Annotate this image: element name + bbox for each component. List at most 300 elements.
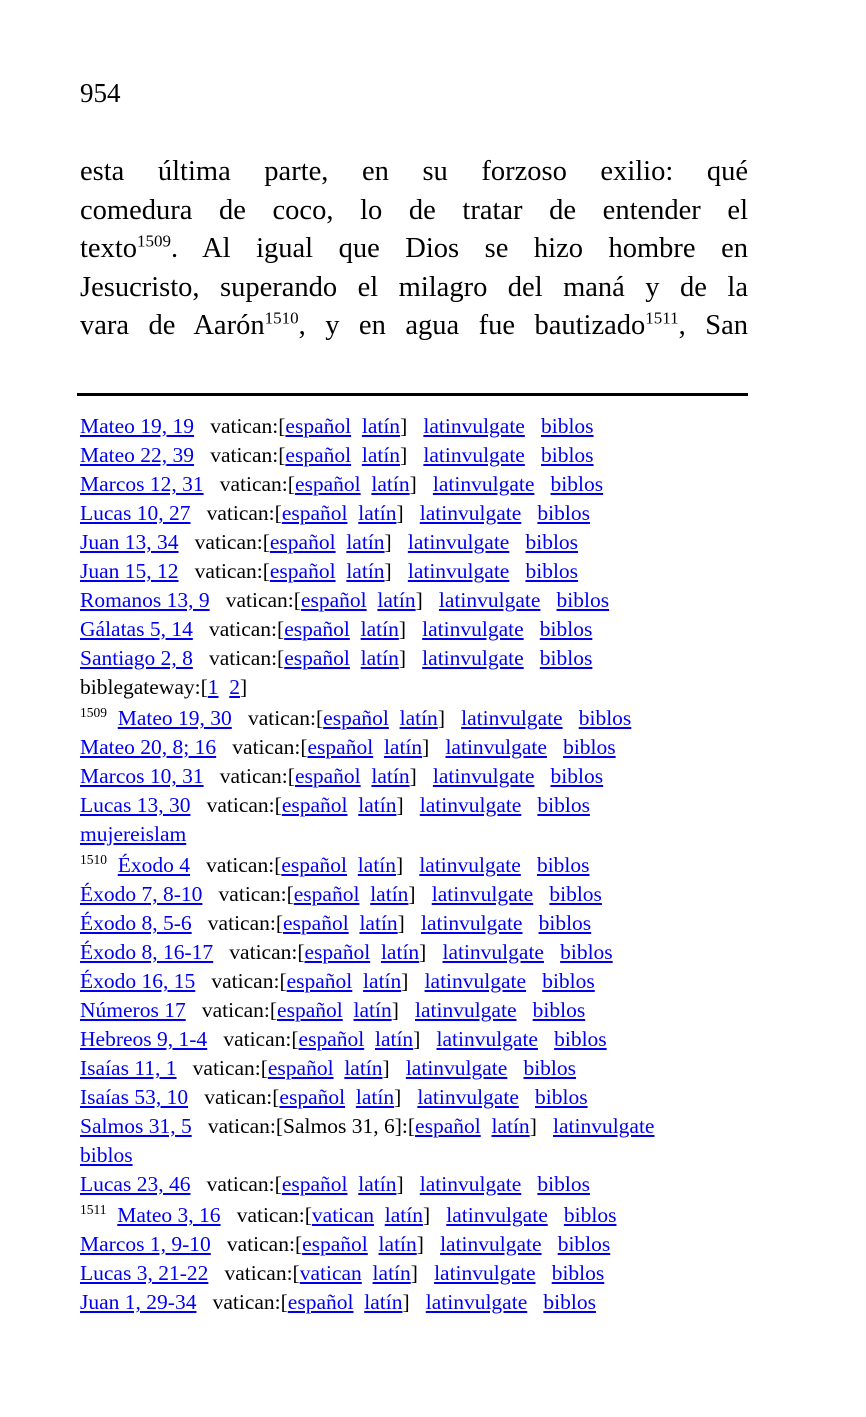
footnote-link[interactable]: biblos: [563, 1203, 617, 1227]
footnote-text: ]: [410, 1261, 435, 1285]
footnote-link[interactable]: latinvulgate: [417, 1085, 519, 1109]
footnote-text: vatican:[: [192, 646, 285, 670]
footnote-link[interactable]: Juan 1, 29-34: [80, 1290, 197, 1314]
footnote-text: [525, 414, 541, 438]
footnote-link[interactable]: latín: [358, 1172, 397, 1196]
footnote-link[interactable]: biblos: [536, 853, 590, 877]
footnote-link[interactable]: latín: [384, 1203, 423, 1227]
footnote-link[interactable]: latinvulgate: [422, 646, 524, 670]
footnote-text: [349, 911, 360, 935]
footnote-text: vatican:[: [208, 1261, 300, 1285]
footnote-line: [80, 791, 860, 820]
footnote-link[interactable]: latinvulgate: [419, 853, 521, 877]
footnote-text: [517, 998, 533, 1022]
footnote-link[interactable]: biblos: [537, 501, 590, 525]
footnote-text: [373, 735, 384, 759]
footnote-text: [374, 1203, 385, 1227]
footnote-text: [361, 472, 372, 496]
footnote-link[interactable]: latín: [346, 559, 385, 583]
footnote-text: ]: [409, 472, 433, 496]
footnote-text: ]: [396, 853, 420, 877]
footnote-link[interactable]: español: [294, 764, 361, 788]
footnote-link[interactable]: latinvulgate: [407, 559, 510, 583]
footnote-line: [80, 851, 860, 880]
footnote-link[interactable]: latinvulgate: [424, 969, 527, 993]
footnote-text: [107, 706, 118, 730]
footnote-link[interactable]: Mateo 19, 19: [80, 414, 195, 438]
footnote-link[interactable]: latinvulgate: [445, 735, 547, 759]
footnote-text: vatican:[: [190, 793, 282, 817]
footnote-text: [527, 1290, 543, 1314]
footnote-text: ]: [529, 1114, 553, 1138]
footnote-link[interactable]: Éxodo 7, 8-10: [80, 882, 203, 906]
footnote-line: [80, 528, 860, 557]
footnote-text: vatican:[: [194, 414, 286, 438]
footnote-text: ]: [382, 1056, 406, 1080]
footnote-line: [80, 673, 860, 702]
footnote-text: [481, 1114, 492, 1138]
footnote-text: [359, 882, 370, 906]
footnote-text: ]: [396, 501, 420, 525]
footnote-text: vatican:[: [188, 1085, 280, 1109]
footnote-link[interactable]: biblos: [80, 1143, 133, 1167]
footnote-superscript-marker: 1509: [80, 704, 107, 720]
footnote-link[interactable]: Lucas 13, 30: [80, 793, 191, 817]
footnote-link[interactable]: biblos: [543, 1290, 596, 1314]
footnote-text: [353, 1290, 364, 1314]
footnote-link[interactable]: biblos: [578, 706, 632, 730]
footnote-link[interactable]: latín: [361, 443, 401, 467]
footnote-text: ]: [416, 1232, 441, 1256]
footnote-link[interactable]: español: [287, 1290, 354, 1314]
footnote-line: [80, 909, 860, 938]
footnote-text: [536, 1261, 552, 1285]
footnote-link[interactable]: latinvulgate: [440, 1232, 542, 1256]
footnote-link[interactable]: español: [269, 530, 336, 554]
footnote-link[interactable]: español: [293, 882, 360, 906]
footnote-link[interactable]: español: [281, 793, 348, 817]
footnote-text: [563, 706, 579, 730]
footnote-link[interactable]: latinvulgate: [405, 1056, 508, 1080]
footnote-line: [80, 1288, 860, 1317]
footnote-link[interactable]: vatican: [299, 1261, 362, 1285]
footnote-text: [524, 646, 540, 670]
footnote-link[interactable]: español: [269, 559, 336, 583]
footnote-text: [367, 588, 378, 612]
footnote-text: [519, 1085, 535, 1109]
footnote-link[interactable]: latinvulgate: [552, 1114, 655, 1138]
footnote-link[interactable]: latín: [364, 1290, 403, 1314]
footnote-link[interactable]: latín: [491, 1114, 530, 1138]
footnote-text: ]: [422, 735, 446, 759]
footnote-text: vatican:[: [203, 764, 295, 788]
footnote-link[interactable]: español: [298, 1027, 365, 1051]
footnote-text: [350, 646, 361, 670]
footnote-text: ]: [394, 1085, 418, 1109]
footnote-link[interactable]: latinvulgate: [436, 1027, 538, 1051]
body-text: . Al igual que Dios se hizo hombre en: [171, 233, 748, 264]
footnote-link[interactable]: latín: [355, 1085, 395, 1109]
footnote-link[interactable]: latín: [346, 530, 385, 554]
footnote-text: [351, 443, 362, 467]
footnote-text: [524, 617, 540, 641]
footnote-link[interactable]: biblos: [542, 969, 595, 993]
footnote-link[interactable]: español: [286, 969, 353, 993]
footnote-link[interactable]: biblos: [535, 1085, 588, 1109]
body-superscript-marker: 1509: [137, 231, 171, 251]
footnote-line: [80, 1025, 860, 1054]
footnote-link[interactable]: latín: [357, 853, 397, 877]
footnote-line: [80, 1230, 860, 1259]
footnote-link[interactable]: Mateo 3, 16: [117, 1203, 221, 1227]
footnote-link[interactable]: latín: [363, 969, 402, 993]
footnote-text: [389, 706, 400, 730]
footnote-link[interactable]: latinvulgate: [446, 1203, 548, 1227]
body-text: esta última parte, en su forzoso exilio: qué: [80, 156, 748, 187]
footnote-text: [334, 1056, 345, 1080]
footnote-link[interactable]: 2: [229, 675, 241, 699]
footnote-text: vatican:[: [216, 735, 308, 759]
footnote-link[interactable]: biblos: [551, 1261, 605, 1285]
footnote-link[interactable]: español: [415, 1114, 481, 1138]
footnote-line: [80, 938, 860, 967]
footnote-line: [80, 733, 860, 762]
footnote-line: [80, 1141, 860, 1170]
footnote-link[interactable]: Éxodo 4: [117, 853, 191, 877]
footnote-link[interactable]: latinvulgate: [423, 414, 525, 438]
footnote-link[interactable]: Gálatas 5, 14: [80, 617, 193, 641]
footnote-text: vatican:[: [176, 1056, 268, 1080]
footnotes-block: [80, 412, 860, 1317]
footnote-text: vatican:[: [178, 559, 270, 583]
footnote-text: ]: [401, 969, 425, 993]
footnote-link[interactable]: biblos: [540, 443, 594, 467]
footnote-link[interactable]: latinvulgate: [419, 1172, 522, 1196]
footnote-link[interactable]: latinvulgate: [432, 472, 535, 496]
body-text: Jesucristo, superando el milagro del maná y de la: [80, 271, 748, 303]
footnote-text: [368, 1232, 379, 1256]
footnote-text: [348, 793, 359, 817]
footnote-link[interactable]: mujereislam: [80, 822, 187, 846]
footnote-link[interactable]: biblos: [537, 1172, 590, 1196]
footnote-link[interactable]: latinvulgate: [442, 940, 544, 964]
body-line: [80, 153, 748, 192]
footnote-text: [351, 414, 362, 438]
footnote-link[interactable]: latín: [383, 735, 423, 759]
footnote-text: ]: [437, 706, 462, 730]
footnote-link[interactable]: español: [281, 501, 348, 525]
footnote-text: [534, 472, 550, 496]
footnote-text: vatican:[: [185, 998, 278, 1022]
footnote-text: ]: [384, 559, 408, 583]
footnote-link[interactable]: biblos: [557, 1232, 611, 1256]
footnote-link[interactable]: latinvulgate: [415, 998, 517, 1022]
footnote-text: [343, 998, 354, 1022]
footnote-text: [538, 1027, 554, 1051]
footnote-link[interactable]: biblos: [556, 588, 610, 612]
footnote-link[interactable]: latinvulgate: [438, 588, 541, 612]
footnote-line: [80, 996, 860, 1025]
footnote-line: [80, 557, 860, 586]
footnote-link[interactable]: español: [281, 1172, 348, 1196]
footnote-link[interactable]: latinvulgate: [420, 911, 523, 935]
footnote-line: [80, 1054, 860, 1083]
footnote-link[interactable]: biblos: [563, 735, 616, 759]
footnote-link[interactable]: Santiago 2, 8: [80, 646, 193, 670]
footnote-link[interactable]: español: [323, 706, 389, 730]
footnote-text: [347, 853, 358, 877]
footnote-link[interactable]: Mateo 22, 39: [80, 443, 195, 467]
footnote-link[interactable]: español: [307, 735, 374, 759]
footnote-link[interactable]: latín: [353, 998, 392, 1022]
footnote-link[interactable]: latín: [380, 940, 420, 964]
footnote-link[interactable]: latín: [370, 882, 409, 906]
footnote-text: [548, 1203, 564, 1227]
footnote-text: ]: [398, 646, 423, 670]
footnote-text: ]: [419, 940, 443, 964]
footnote-link[interactable]: biblos: [523, 1056, 577, 1080]
footnote-text: vatican:[: [196, 1290, 288, 1314]
body-text: vara de Aarón: [80, 310, 265, 341]
footnote-line: [80, 1083, 860, 1112]
footnote-text: vatican:[: [178, 530, 270, 554]
footnote-link[interactable]: latinvulgate: [419, 793, 522, 817]
footnote-text: [345, 1085, 356, 1109]
footnote-text: vatican:[: [209, 588, 301, 612]
footnote-separator-rule: [77, 393, 748, 396]
footnote-link[interactable]: Éxodo 16, 15: [80, 969, 196, 993]
footnote-link[interactable]: biblos: [525, 559, 579, 583]
footnote-link[interactable]: biblos: [538, 911, 592, 935]
footnote-text: vatican:[: [192, 617, 285, 641]
footnote-link[interactable]: latín: [371, 764, 410, 788]
footnote-link[interactable]: latinvulgate: [432, 764, 535, 788]
footnote-text: biblegateway:[: [80, 675, 208, 699]
body-line: [80, 269, 748, 308]
footnote-text: [533, 882, 549, 906]
footnote-text: [542, 1232, 558, 1256]
footnote-link[interactable]: Números 17: [80, 998, 186, 1022]
footnote-superscript-marker: 1511: [80, 1201, 107, 1217]
footnote-text: [509, 530, 525, 554]
footnote-link[interactable]: 1: [207, 675, 219, 699]
footnote-text: ]: [413, 1027, 437, 1051]
footnote-text: vatican:[: [202, 882, 294, 906]
footnote-text: ]: [400, 414, 424, 438]
footnote-line: [80, 880, 860, 909]
footnote-link[interactable]: español: [284, 646, 350, 670]
footnote-link[interactable]: biblos: [560, 940, 613, 964]
footnote-text: [370, 940, 381, 964]
footnote-text: [534, 764, 550, 788]
footnote-link[interactable]: Lucas 10, 27: [80, 501, 191, 525]
footnote-link[interactable]: español: [302, 1232, 368, 1256]
footnote-text: [107, 1203, 118, 1227]
footnote-link[interactable]: latín: [360, 617, 399, 641]
footnote-link[interactable]: biblos: [540, 414, 594, 438]
page-number: 954: [80, 78, 121, 108]
footnote-text: vatican:[: [203, 472, 295, 496]
footnote-text: vatican:[: [190, 853, 282, 877]
footnote-link[interactable]: latinvulgate: [419, 501, 522, 525]
footnote-link[interactable]: latinvulgate: [423, 443, 525, 467]
footnote-link[interactable]: biblos: [550, 764, 604, 788]
footnote-link[interactable]: latinvulgate: [431, 882, 534, 906]
body-text: texto: [80, 233, 137, 264]
footnote-link[interactable]: latín: [378, 1232, 417, 1256]
footnote-text: ]: [240, 675, 248, 699]
footnote-line: [80, 644, 860, 673]
footnote-link[interactable]: latín: [360, 646, 399, 670]
footnote-text: [348, 1172, 359, 1196]
footnote-link[interactable]: Marcos 1, 9-10: [80, 1232, 211, 1256]
footnote-text: [540, 588, 556, 612]
footnote-line: [80, 1112, 860, 1141]
footnote-text: [547, 735, 563, 759]
footnote-text: [107, 853, 118, 877]
footnote-link[interactable]: Éxodo 8, 16-17: [80, 940, 214, 964]
footnote-link[interactable]: español: [285, 414, 352, 438]
footnote-text: [525, 443, 541, 467]
footnote-link[interactable]: español: [267, 1056, 334, 1080]
body-line: [80, 230, 748, 269]
footnote-text: vatican:[: [194, 443, 286, 467]
footnote-line: [80, 586, 860, 615]
footnote-link[interactable]: latinvulgate: [434, 1261, 536, 1285]
footnote-link[interactable]: latinvulgate: [407, 530, 510, 554]
body-text: , y en agua fue bautizado: [298, 310, 646, 341]
footnote-link[interactable]: español: [281, 853, 348, 877]
footnote-link[interactable]: Lucas 23, 46: [80, 1172, 191, 1196]
footnote-link[interactable]: español: [284, 617, 350, 641]
body-superscript-marker: 1511: [645, 308, 679, 328]
footnote-text: [348, 501, 359, 525]
footnote-text: [521, 501, 537, 525]
footnote-link[interactable]: Juan 15, 12: [80, 559, 179, 583]
footnote-link[interactable]: Marcos 10, 31: [80, 764, 204, 788]
footnote-text: [350, 617, 361, 641]
footnote-link[interactable]: español: [277, 998, 343, 1022]
footnote-text: [544, 940, 560, 964]
footnote-link[interactable]: Mateo 19, 30: [117, 706, 232, 730]
footnote-link[interactable]: latín: [344, 1056, 383, 1080]
footnote-link[interactable]: Juan 13, 34: [80, 530, 179, 554]
footnote-text: [507, 1056, 523, 1080]
footnote-text: vatican:[: [207, 1027, 299, 1051]
footnote-link[interactable]: biblos: [549, 882, 602, 906]
body-paragraph: [80, 153, 748, 346]
footnote-link[interactable]: latinvulgate: [422, 617, 524, 641]
footnote-text: vatican:[: [195, 969, 287, 993]
footnote-text: [509, 559, 525, 583]
footnote-link[interactable]: español: [279, 1085, 346, 1109]
footnote-link[interactable]: latín: [372, 1261, 411, 1285]
footnote-text: vatican:[: [210, 1232, 303, 1256]
footnote-link[interactable]: biblos: [554, 1027, 607, 1051]
footnote-link[interactable]: Lucas 3, 21-22: [80, 1261, 209, 1285]
footnote-text: vatican:[: [190, 1172, 282, 1196]
footnote-link[interactable]: latín: [399, 706, 438, 730]
footnote-link[interactable]: Hebreos 9, 1-4: [80, 1027, 208, 1051]
footnote-link[interactable]: español: [283, 911, 349, 935]
footnote-text: [219, 675, 230, 699]
body-superscript-marker: 1510: [264, 308, 299, 328]
footnote-link[interactable]: español: [294, 472, 361, 496]
footnote-link[interactable]: latín: [377, 588, 416, 612]
footnote-text: vatican:[Salmos 31, 6]:[: [191, 1114, 416, 1138]
footnote-link[interactable]: latinvulgate: [425, 1290, 528, 1314]
footnote-link[interactable]: Isaías 53, 10: [80, 1085, 189, 1109]
footnote-link[interactable]: biblos: [550, 472, 604, 496]
footnote-text: [521, 853, 537, 877]
footnote-link[interactable]: Isaías 11, 1: [80, 1056, 177, 1080]
footnote-link[interactable]: biblos: [539, 617, 593, 641]
footnote-text: [364, 1027, 375, 1051]
footnote-link[interactable]: latinvulgate: [461, 706, 563, 730]
footnote-text: ]: [408, 882, 432, 906]
footnote-link[interactable]: español: [285, 443, 352, 467]
footnote-link[interactable]: Marcos 12, 31: [80, 472, 204, 496]
footnote-text: [522, 911, 538, 935]
footnote-line: [80, 470, 860, 499]
footnote-link[interactable]: latín: [359, 911, 398, 935]
footnote-text: [362, 1261, 373, 1285]
footnote-text: [526, 969, 542, 993]
body-text: comedura de coco, lo de tratar de entender el: [80, 194, 748, 226]
footnote-line: [80, 762, 860, 791]
footnote-text: ]: [397, 911, 421, 935]
footnote-line: [80, 615, 860, 644]
footnote-line: [80, 412, 860, 441]
footnote-link[interactable]: Salmos 31, 5: [80, 1114, 192, 1138]
footnote-text: vatican:[: [190, 501, 282, 525]
footnote-link[interactable]: biblos: [532, 998, 586, 1022]
footnote-line: [80, 499, 860, 528]
body-line: [80, 307, 748, 346]
footnote-line: [80, 820, 860, 849]
footnote-link[interactable]: latín: [374, 1027, 414, 1051]
footnote-link[interactable]: Romanos 13, 9: [80, 588, 210, 612]
footnote-text: ]: [396, 793, 420, 817]
footnote-text: vatican:[: [220, 1203, 312, 1227]
footnote-link[interactable]: latín: [361, 414, 401, 438]
footnote-text: ]: [409, 764, 433, 788]
footnote-text: [352, 969, 363, 993]
footnote-text: vatican:[: [231, 706, 324, 730]
footnote-link[interactable]: latín: [358, 793, 397, 817]
footnote-text: ]: [396, 1172, 420, 1196]
footnote-text: [336, 559, 347, 583]
footnote-link[interactable]: latín: [371, 472, 410, 496]
footnote-link[interactable]: vatican: [311, 1203, 374, 1227]
footnote-link[interactable]: biblos: [525, 530, 579, 554]
footnote-link[interactable]: español: [304, 940, 371, 964]
footnote-text: ]: [415, 588, 439, 612]
body-text: , San: [678, 310, 749, 341]
footnote-link[interactable]: biblos: [539, 646, 593, 670]
footnote-text: ]: [422, 1203, 447, 1227]
footnote-line: [80, 441, 860, 470]
footnote-line: [80, 1259, 860, 1288]
footnote-link[interactable]: biblos: [537, 793, 590, 817]
footnote-link[interactable]: Éxodo 8, 5-6: [80, 911, 192, 935]
footnote-link[interactable]: español: [300, 588, 367, 612]
body-line: [80, 192, 748, 231]
footnote-link[interactable]: Mateo 20, 8; 16: [80, 735, 217, 759]
footnote-text: vatican:[: [213, 940, 305, 964]
footnote-text: [336, 530, 347, 554]
footnote-link[interactable]: latín: [358, 501, 397, 525]
